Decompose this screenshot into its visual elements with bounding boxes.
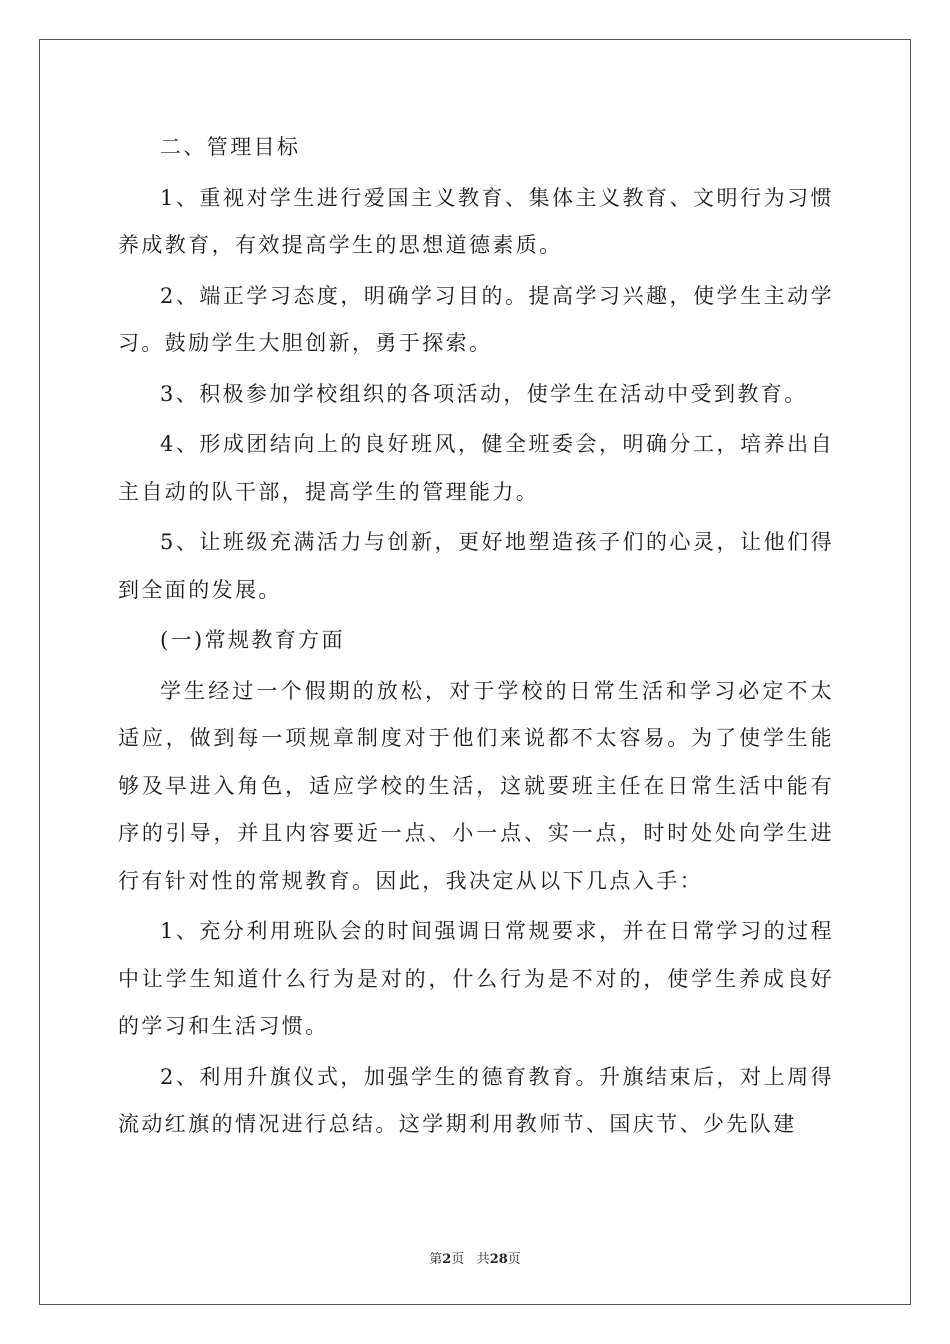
paragraph: 5、让班级充满活力与创新，更好地塑造孩子们的心灵，让他们得到全面的发展。: [118, 530, 834, 602]
paragraph: 1、充分利用班队会的时间强调日常规要求，并在日常学习的过程中让学生知道什么行为是对的，什么行为是不对的，使学生养成良好的学习和生活习惯。: [118, 919, 834, 1038]
footer-total-suffix: 页: [507, 1252, 521, 1267]
paragraph: 1、重视对学生进行爱国主义教育、集体主义教育、文明行为习惯养成教育，有效提高学生的思想道德素质。: [118, 185, 834, 257]
footer-total-prefix: 共: [476, 1252, 490, 1267]
current-page-number: 2: [442, 1252, 452, 1267]
paragraph: 2、端正学习态度，明确学习目的。提高学习兴趣，使学生主动学习。鼓励学生大胆创新，勇于探索。: [118, 283, 834, 355]
paragraph: 学生经过一个假期的放松，对于学校的日常生活和学习必定不太适应，做到每一项规章制度对于他们来说都不太容易。为了使学生能够及早进入角色，适应学校的生活，这就要班主任在日常生活中能有序的引导，并且内容要近一点、小一点、实一点，时时处处向学生进行有针对性的常规教育。因此，我决定从以下几点入手：: [118, 678, 834, 893]
total-page-count: 28: [489, 1252, 508, 1267]
footer-page-suffix: 页: [451, 1252, 465, 1267]
document-body: [118, 124, 834, 1152]
section-heading: 二、管理目标: [160, 135, 301, 159]
page-footer: [0, 1248, 950, 1267]
paragraph: 3、积极参加学校组织的各项活动，使学生在活动中受到教育。: [160, 381, 808, 406]
subsection-heading: (一)常规教育方面: [160, 628, 345, 652]
footer-prefix: 第: [429, 1252, 443, 1267]
paragraph: 2、利用升旗仪式，加强学生的德育教育。升旗结束后，对上周得流动红旗的情况进行总结。这学期利用教师节、国庆节、少先队建: [118, 1064, 834, 1136]
paragraph: 4、形成团结向上的良好班风，健全班委会，明确分工，培养出自主自动的队干部，提高学生的管理能力。: [118, 432, 834, 504]
